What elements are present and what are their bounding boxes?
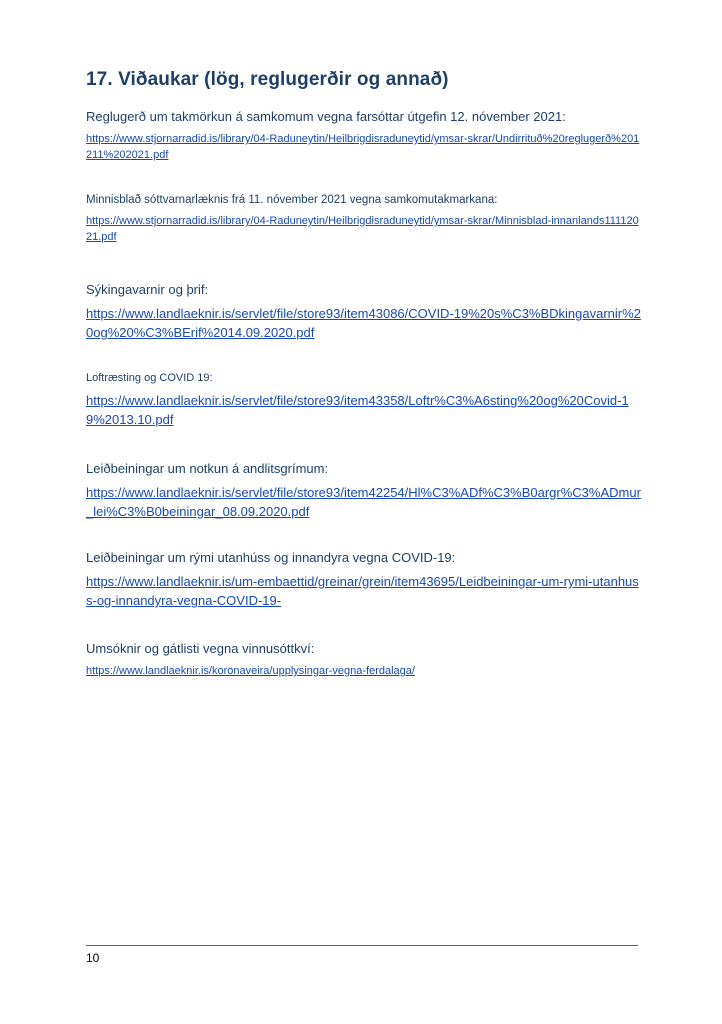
appendix-label: Leiðbeiningar um rými utanhúss og innandyra vegna COVID-19:	[86, 550, 456, 565]
appendix-label: Loftræsting og COVID 19:	[86, 372, 213, 384]
appendix-item-ventilation	[86, 372, 642, 429]
appendix-label: Sýkingavarnir og þrif:	[86, 282, 209, 297]
appendix-label: Minnisblað sóttvarnarlæknis frá 11. nóvember 2021 vegna samkomutakmarkana:	[86, 194, 498, 206]
page-number: 10	[86, 951, 100, 965]
section-heading: 17. Viðaukar (lög, reglugerðir og annað)	[86, 69, 449, 90]
appendix-label: Umsóknir og gátlisti vegna vinnusóttkví:	[86, 641, 315, 656]
appendix-link[interactable]: https://www.stjornarradid.is/library/04-Raduneytin/Heilbrigdisraduneytid/ymsar-skrar/Minnisblad-innanlands11112021.pdf	[86, 215, 639, 243]
appendix-label: Leiðbeiningar um notkun á andlitsgrímum:	[86, 461, 329, 476]
appendix-label: Reglugerð um takmörkun á samkomum vegna farsóttar útgefin 12. nóvember 2021:	[86, 109, 566, 124]
appendix-item-face-masks	[86, 461, 642, 521]
appendix-link[interactable]: https://www.landlaeknir.is/servlet/file/store93/item42254/Hl%C3%ADf%C3%B0argr%C3%ADmur_lei%C3%B0beiningar_08.09.2020.pdf	[86, 485, 641, 519]
appendix-link[interactable]: https://www.landlaeknir.is/servlet/file/store93/item43358/Loftr%C3%A6sting%20og%20Covid-19%2013.10.pdf	[86, 393, 629, 427]
appendix-link[interactable]: https://www.landlaeknir.is/um-embaettid/greinar/grein/item43695/Leidbeiningar-um-rymi-utanhuss-og-innandyra-vegna-COVID-19-	[86, 574, 639, 608]
appendix-item-work-quarantine	[86, 641, 642, 679]
appendix-item-regulation	[86, 109, 642, 163]
footer-divider	[86, 945, 638, 946]
appendix-link[interactable]: https://www.landlaeknir.is/koronaveira/upplysingar-vegna-ferdalaga/	[86, 665, 415, 677]
appendix-item-spaces	[86, 550, 642, 610]
appendix-item-memo	[86, 194, 642, 245]
appendix-link[interactable]: https://www.stjornarradid.is/library/04-Raduneytin/Heilbrigdisraduneytid/ymsar-skrar/Undirrituð%20reglugerð%201211%202021.pdf	[86, 133, 640, 161]
appendix-link[interactable]: https://www.landlaeknir.is/servlet/file/store93/item43086/COVID-19%20s%C3%BDkingavarnir%20og%20%C3%BErif%2014.09.2020.pdf	[86, 306, 641, 340]
appendix-item-infection-control	[86, 282, 642, 342]
